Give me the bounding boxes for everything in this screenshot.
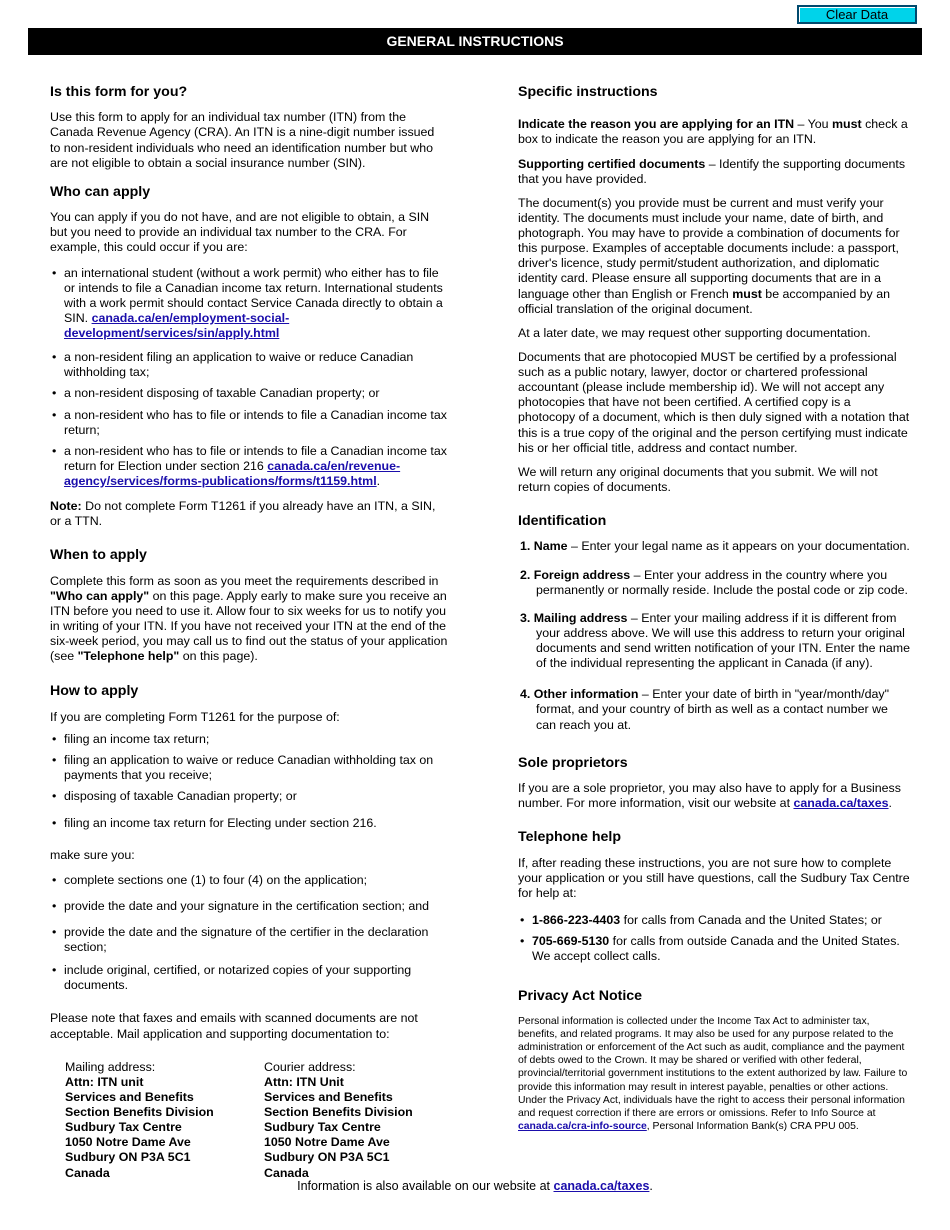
heading-privacy-act: Privacy Act Notice xyxy=(518,988,643,1005)
heading-specific-instructions: Specific instructions xyxy=(518,84,658,100)
heading-identification: Identification xyxy=(518,513,607,530)
cra-info-source-link[interactable]: canada.ca/cra-info-source xyxy=(518,1121,647,1133)
t1159-link[interactable]: canada.ca/en/revenue-agency/services/forms-publications/forms/t1159.html xyxy=(64,458,401,488)
list-item: 1. Name – Enter your legal name as it appears on your documentation. xyxy=(520,539,910,554)
sin-apply-link[interactable]: canada.ca/en/employment-social-development/services/sin/apply.html xyxy=(64,310,290,340)
heading-who-can-apply: Who can apply xyxy=(50,183,151,200)
address-line: 1050 Notre Dame Ave xyxy=(65,1135,191,1150)
list-item: • provide the date and your signature in the certification section; and xyxy=(50,899,448,914)
address-line: Sudbury ON P3A 5C1 xyxy=(264,1150,390,1165)
list-item: • include original, certified, or notarized copies of your supporting documents. xyxy=(50,963,448,993)
courier-address xyxy=(249,1060,448,1181)
address-line: Attn: ITN Unit xyxy=(264,1074,344,1089)
list-item: • a non-resident who has to file or intends to file a Canadian income tax return for Election under section 216 canada.ca/en/revenue-agency/services/forms-publications/forms/t1159.html. xyxy=(50,444,448,489)
heading-form-for-you: Is this form for you? xyxy=(50,84,188,100)
make-sure-text: make sure you: xyxy=(50,847,135,862)
taxes-link[interactable]: canada.ca/taxes xyxy=(793,796,889,811)
list-item: • complete sections one (1) to four (4) on the application; xyxy=(50,873,448,888)
address-line: Attn: ITN unit xyxy=(65,1074,144,1089)
fax-note-text: Please note that faxes and emails with scanned documents are not acceptable. Mail application and supporting documentation to: xyxy=(50,1011,418,1041)
address-line: Canada xyxy=(65,1165,110,1180)
left-column xyxy=(50,84,448,1181)
list-item: 2. Foreign address – Enter your address in the country where you permanently or normally reside. Include the postal code or zip code. xyxy=(520,567,908,597)
who-can-apply-text: You can apply if you do not have, and are not eligible to obtain, a SIN but you need to provide an individual tax number to the CRA. For example, this could occur if you are: xyxy=(50,210,430,255)
list-item: 4. Other information – Enter your date of birth in "year/month/day" format, and your country of birth as well as a contact number we can reach you at. xyxy=(520,687,889,732)
address-line: Services and Benefits xyxy=(65,1089,194,1104)
clear-data-button[interactable]: Clear Data xyxy=(797,5,917,24)
address-line: Sudbury Tax Centre xyxy=(65,1120,182,1135)
who-can-apply-list xyxy=(50,266,448,490)
how-to-apply-list xyxy=(50,732,448,832)
footer-taxes-link[interactable]: canada.ca/taxes xyxy=(553,1179,650,1193)
list-item: • filing an application to waive or reduce Canadian withholding tax on payments that you receive; xyxy=(50,753,448,783)
documents-text: The document(s) you provide must be current and must verify your identity. The documents must include your name, date of birth, and photograph. You may have to provide a combination of documents for this purpose. Examples of acceptable documents include: a passport, driver's licence, study permit/student authorization, and diplomatic identity card. Please ensure all supporting documents that are in a language other than English or French must be accompanied by an official translation of the original document. xyxy=(518,195,900,316)
list-item: • an international student (without a work permit) who either has to file or intends to file a Canadian income tax return. International students with a work permit should contact Service Canada directly to obtain a SIN. canada.ca/en/employment-social-development/services/sin/apply.html xyxy=(50,266,448,342)
address-line: 1050 Notre Dame Ave xyxy=(264,1135,390,1150)
privacy-text: Personal information is collected under the Income Tax Act to administer tax, benefits, and related programs. It may also be used for any purpose related to the administration or enforcement of the Act such as audit, compliance and the payment of debts owed to the Crown. It may be shared or verified with other federal, provincial/territorial government institutions to the extent authorized by law. Failure to provide this information may result in interest payable, penalties or other actions. Under the Privacy Act, individuals have the right to access their personal information and request correction if there are errors or omissions. Refer to Info Source at canada.ca/cra-info-source, Personal Information Bank(s) CRA PPU 005. xyxy=(518,1015,908,1133)
reason-text: Indicate the reason you are applying for an ITN – You must check a box to indicate the reason you are applying for an ITN. xyxy=(518,117,908,147)
make-sure-list xyxy=(50,873,448,994)
mailing-address-label: Mailing address: xyxy=(65,1059,156,1074)
photocopied-text: Documents that are photocopied MUST be certified by a professional such as a public notary, lawyer, doctor or chartered professional accountant (please include membership id). We will not accept any photocopies that have not been certified. A certified copy is a photocopy of a document, which is then duly signed with a notation that this is a true copy of the original and the person certifying must indicate his or her official title, address and contact number. xyxy=(518,349,910,455)
list-item: • a non-resident who has to file or intends to file a Canadian income tax return; xyxy=(50,408,448,438)
return-docs-text: We will return any original documents that you submit. We will not return copies of documents. xyxy=(518,464,878,494)
heading-when-to-apply: When to apply xyxy=(50,547,147,564)
how-to-apply-text: If you are completing Form T1261 for the purpose of: xyxy=(50,709,340,724)
list-item: • provide the date and the signature of the certifier in the declaration section; xyxy=(50,925,448,955)
address-line: Section Benefits Division xyxy=(264,1105,413,1119)
supporting-docs-text: Supporting certified documents – Identify the supporting documents that you have provided. xyxy=(518,156,906,186)
address-line: Sudbury Tax Centre xyxy=(264,1120,381,1135)
list-item: • filing an income tax return; xyxy=(50,732,448,747)
address-line: Section Benefits Division xyxy=(65,1105,214,1119)
list-item: • 705-669-5130 for calls from outside Canada and the United States. We accept collect calls. xyxy=(518,934,910,964)
telephone-help-text: If, after reading these instructions, you are not sure how to complete your application or you still have questions, call the Sudbury Tax Centre for help at: xyxy=(518,855,910,900)
note-text: Note: Do not complete Form T1261 if you already have an ITN, a SIN, or a TTN. xyxy=(50,499,436,529)
list-item: • 1-866-223-4403 for calls from Canada and the United States; or xyxy=(518,913,910,928)
right-column xyxy=(518,84,910,1140)
list-item: 3. Mailing address – Enter your mailing address if it is different from your address above. We will use this address to return your original documents and send written notification of your ITN. Enter the name of the individual representing the applicant in Canada (if any). xyxy=(520,610,910,671)
list-item: • disposing of taxable Canadian property; or xyxy=(50,789,448,804)
address-line: Sudbury ON P3A 5C1 xyxy=(65,1150,191,1165)
heading-how-to-apply: How to apply xyxy=(50,683,139,700)
list-item: • a non-resident filing an application to waive or reduce Canadian withholding tax; xyxy=(50,350,448,380)
addresses xyxy=(50,1060,448,1181)
form-for-you-text: Use this form to apply for an individual tax number (ITN) from the Canada Revenue Agency (CRA). An ITN is a nine-digit number issued to non-resident individuals who need an identification number but who are not eligible to obtain a social insurance number (SIN). xyxy=(50,110,435,170)
telephone-list xyxy=(518,913,910,964)
page-title: GENERAL INSTRUCTIONS xyxy=(28,28,922,55)
sole-proprietors-text: If you are a sole proprietor, you may also have to apply for a Business number. For more information, visit our website at canada.ca/taxes. xyxy=(518,780,901,811)
identification-list xyxy=(518,539,910,732)
heading-telephone-help: Telephone help xyxy=(518,829,621,846)
address-line: Canada xyxy=(264,1165,309,1180)
later-date-text: At a later date, we may request other supporting documentation. xyxy=(518,325,871,340)
address-line: Services and Benefits xyxy=(264,1089,393,1104)
footer: Information is also available on our website at canada.ca/taxes. xyxy=(297,1179,653,1193)
list-item: • filing an income tax return for Electing under section 216. xyxy=(50,816,448,831)
mailing-address xyxy=(50,1060,249,1181)
heading-sole-proprietors: Sole proprietors xyxy=(518,754,628,771)
courier-address-label: Courier address: xyxy=(264,1059,356,1074)
list-item: • a non-resident disposing of taxable Canadian property; or xyxy=(50,386,448,401)
when-to-apply-text: Complete this form as soon as you meet the requirements described in "Who can apply" on this page. Apply early to make sure you receive an ITN before you need to use it. Allow four to six weeks for us to notify you in writing of your ITN. If you have not received your ITN at the end of the six-week period, you may call us to find out the status of your application (see "Telephone help" on this page). xyxy=(50,573,448,664)
